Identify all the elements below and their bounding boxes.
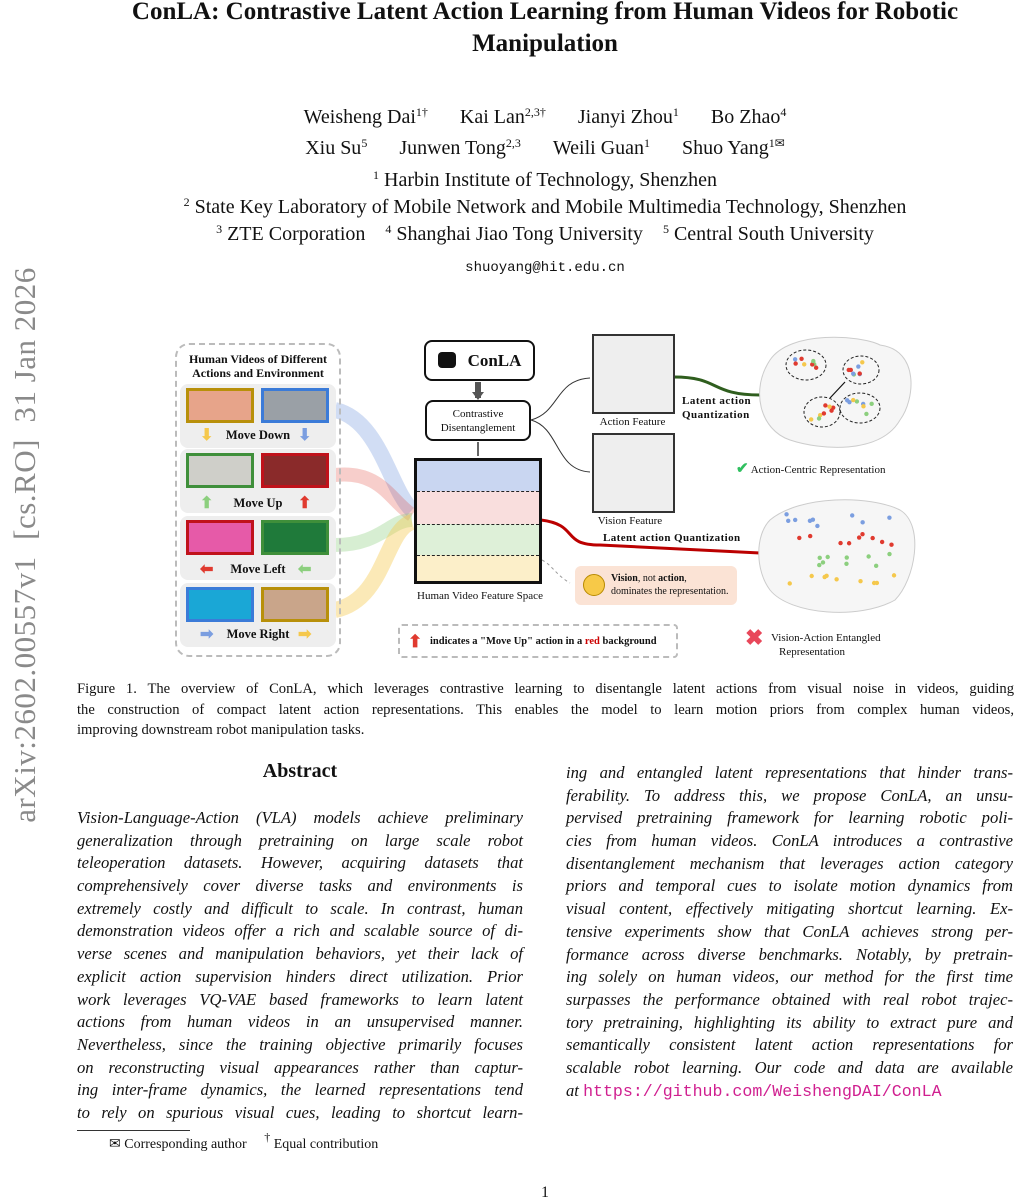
video-thumbnail [186,520,254,555]
author-affiliation-mark: 1 [644,136,651,150]
author-affiliation-mark: 1† [415,105,428,119]
video-thumbnail [261,453,329,488]
feature-point [784,512,788,516]
abstract-line: on reconstructing visual appearances rather than captur- [77,1057,523,1077]
feature-point [802,362,806,366]
abstract-text: at [566,1080,584,1100]
quantization-label-top: Latent action Quantization [682,395,752,421]
feature-point [870,536,874,540]
feature-point [892,573,896,577]
feature-point [822,411,826,415]
author-affiliation-mark: 5 [361,136,368,150]
direction-arrow-icon: ⬆ [200,495,214,512]
feature-point [847,368,851,372]
feature-point [887,515,891,519]
band-green [417,524,539,555]
feature-point [887,552,891,556]
abstract-line: Vision-Language-Action (VLA) models achieve preliminary [77,808,523,827]
action-label: Move Up [233,496,283,510]
abstract-line: ing inter-frame dynamics, the learned representations tend [77,1080,523,1100]
abstract-line: comprehensively cover diverse tasks and environments is [77,876,523,896]
code-link[interactable]: https://github.com/WeishengDAI/ConLA [583,1081,942,1101]
affiliation-number: 5 [662,222,669,236]
abstract-line: surpasses the performance obtained with real robot trajec- [566,989,1013,1009]
author-name: Weisheng Dai [303,106,416,128]
author-name: Weili Guan [552,137,645,159]
abstract-line: tensive experiments show that ConLA achieves strong per- [566,921,1013,941]
arxiv-identifier: arXiv:2602.00557v1 [cs.RO] 31 Jan 2026 [7,267,42,823]
band-yellow [417,555,539,584]
feature-point [850,513,854,517]
check-icon: ✔ [736,461,749,477]
feature-point [818,556,822,560]
abstract-line: actions from human videos in an unsupervised manner. [77,1012,523,1032]
contrastive-disentanglement-box: Contrastive Disentanglement [425,400,531,441]
footnotes: ✉ Corresponding author † Equal contribution [109,1130,379,1152]
abstract-line: disentanglement mechanism that leverages action category [566,853,1013,873]
feature-point [809,417,813,421]
feature-point [793,361,797,365]
abstract-line: teleoperation datasets. However, acquiring datasets that [77,853,523,873]
abstract-line [566,1080,1013,1103]
abstract-line: tory pretraining, highlighting its ability to extract pure and [566,1012,1013,1032]
direction-arrow-icon: ⬇ [200,427,214,444]
feature-point [834,577,838,581]
abstract-line: Nevertheless, since the training objective primarily focuses [77,1034,523,1054]
author-affiliation-mark: 1 [672,105,679,119]
figure-legend: ⬆ indicates a "Move Up" action in a red background [398,624,678,658]
video-thumbnail [261,388,329,423]
feature-point [858,579,862,583]
conla-box: ConLA [424,340,535,381]
feature-point [874,564,878,568]
email: shuoyang@hit.edu.cn [465,260,625,276]
author-name: Junwen Tong [399,137,506,159]
affiliation-name: Harbin Institute of Technology, Shenzhen [384,169,717,191]
abstract-line: priors and temporal cues to isolate motion dynamics from [566,876,1013,896]
direction-arrow-icon: ⬅ [200,561,214,578]
action-centric-label: ✔ Action-Centric Representation [736,461,886,477]
author-affiliation-mark: 4 [780,105,787,119]
video-thumbnail [186,587,254,622]
author-name: Xiu Su [305,137,362,159]
feature-point [851,398,855,402]
feature-point [821,560,825,564]
affiliation-name: Shanghai Jiao Tong University [396,223,643,245]
feature-point [822,575,826,579]
feature-point [860,532,864,536]
abstract-line: formance across diverse benchmarks. Notably, by pretrain- [566,944,1013,964]
feature-point [889,543,893,547]
abstract-line: pervised pretraining framework for learning robotic poli- [566,808,1013,828]
abstract-line: cies from human videos. ConLA introduces a contrastive [566,831,1013,851]
abstract-right-column [566,762,1013,1102]
abstract-line: visual content, effectively mitigating shortcut learning. Ex- [566,899,1013,919]
vision-feature-box [592,433,675,513]
feature-point [823,403,827,407]
video-thumbnail [261,520,329,555]
feature-point [817,416,821,420]
video-thumbnail [261,587,329,622]
feature-point [851,371,855,375]
author-affiliation-mark: 1✉ [768,136,785,150]
affiliation-number: 1 [373,168,380,182]
thinking-face-icon [583,574,605,596]
abstract-left-column [77,807,523,1125]
feature-point [860,360,864,364]
feature-point [817,563,821,567]
footnote-rule [77,1130,190,1131]
author-name: Jianyi Zhou [577,106,673,128]
feature-point [861,404,865,408]
band-red [417,491,539,524]
feature-point [838,541,842,545]
abstract-line: demonstration videos offer a rich and scalable source of di- [77,921,523,941]
action-label: Move Left [230,562,286,576]
feature-point [793,518,797,522]
feature-point [827,405,831,409]
feature-point [860,520,864,524]
vision-dominates-note: Vision, not action, dominates the representation. [575,566,737,605]
feature-point [845,555,849,559]
abstract-line: verse scenes and manipulation behaviors, yet their lack of [77,944,523,964]
feature-point [809,574,813,578]
affiliation-name: State Key Laboratory of Mobile Network and Mobile Multimedia Technology, Shenzhen [194,196,907,218]
feature-point [857,535,861,539]
feature-point [793,357,797,361]
author-affiliation-mark: 2,3 [505,136,521,150]
feature-point [875,581,879,585]
abstract-line: ing solely on human videos, our method for the first time [566,967,1013,987]
action-feature-box [592,334,675,414]
action-label: Move Down [225,428,291,442]
abstract-line: ferability. To address this, we propose ConLA, an unsu- [566,785,1013,805]
feature-space-label: Human Video Feature Space [417,590,543,602]
feature-point [815,524,819,528]
panel-title: Human Videos of Different Actions and Environment [188,352,328,380]
feature-point [797,536,801,540]
feature-point [808,534,812,538]
abstract-line: ing and entangled latent representations that hinder trans- [566,763,1013,782]
feature-point [799,357,803,361]
band-blue [417,461,539,491]
feature-space-box [414,458,542,584]
envelope-icon: ✉ [109,1137,121,1152]
video-thumbnail [186,388,254,423]
abstract-heading: Abstract [262,760,338,782]
feature-point [811,359,815,363]
cross-icon: ✖ [745,625,764,650]
author-name: Bo Zhao [710,106,781,128]
feature-point [847,541,851,545]
feature-point [866,554,870,558]
author-name: Kai Lan [459,106,525,128]
feature-point [880,540,884,544]
feature-point [864,412,868,416]
affiliation-number: 4 [385,222,392,236]
direction-arrow-icon: ➡ [200,626,214,643]
abstract-line: explicit action supervision hinders direct utilization. Prior [77,966,523,986]
feature-point [788,581,792,585]
robot-icon [438,352,456,368]
direction-arrow-icon: ⬇ [298,427,312,444]
arrow-up-icon: ⬆ [408,632,423,651]
author-affiliation-mark: 2,3† [524,105,546,119]
feature-point [825,555,829,559]
abstract-line: work leverages VQ-VAE based frameworks to learn latent [77,989,523,1009]
feature-point [844,562,848,566]
feature-point [829,408,833,412]
feature-point [856,364,860,368]
affiliation-number: 3 [216,222,223,236]
quantization-label-bottom: Latent action Quantization [603,532,741,544]
affiliation-name: ZTE Corporation [227,223,366,245]
abstract-line: generalization through pretraining on large scale robot [77,830,523,850]
direction-arrow-icon: ⬆ [298,495,312,512]
abstract-line: extremely costly and difficult to scale. In contrast, human [77,898,523,918]
feature-point [814,366,818,370]
feature-point [811,517,815,521]
entangled-label: ✖ Vision-Action Entangled Representation [745,625,881,658]
abstract-line: semantically consistent latent action representations for [566,1035,1013,1055]
affiliation-name: Central South University [673,223,874,245]
direction-arrow-icon: ➡ [298,626,312,643]
figure-caption: Figure 1. The overview of ConLA, which leverages contrastive learning to disentangle latent actions from visual noise in videos, guiding the construction of compact latent action representations. This enables the model to learn motion priors from complex human videos, improving downstream robot manipulation tasks. [77,681,1014,738]
author-name: Shuo Yang [682,137,769,159]
action-feature-label: Action Feature [599,416,666,428]
affiliation-number: 2 [183,195,190,209]
vision-feature-label: Vision Feature [597,515,663,527]
video-thumbnail [186,453,254,488]
direction-arrow-icon: ⬅ [298,561,312,578]
feature-point [858,371,862,375]
feature-point [845,398,849,402]
abstract-line: to rely on spurious visual cues, leading to shortcut learn- [77,1102,523,1122]
feature-point [786,519,790,523]
feature-point [869,402,873,406]
action-label: Move Right [226,627,290,641]
page-number: 1 [541,1184,549,1201]
paper-title: ConLA: Contrastive Latent Action Learning from Human Videos for Robotic Manipulation [131,0,959,57]
abstract-line: scalable robot learning. Our code and data are available [566,1057,1013,1077]
